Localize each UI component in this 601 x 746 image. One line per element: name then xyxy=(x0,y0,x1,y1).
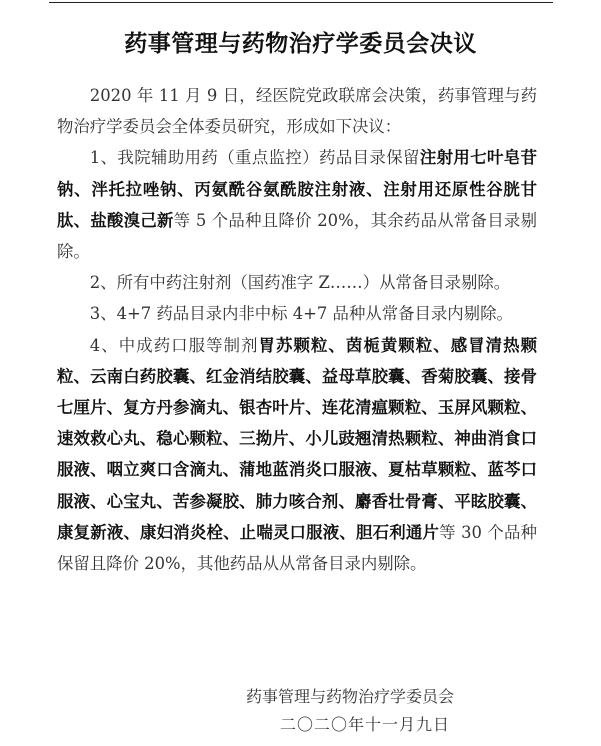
item-text: 2、所有中药注射剂（国药准字 Z……）从常备目录剔除。 xyxy=(89,273,511,293)
resolution-item-1 xyxy=(57,142,537,267)
signature-org: 药事管理与药物治疗学委员会 xyxy=(246,687,455,706)
resolution-item-3 xyxy=(57,298,537,329)
resolution-item-2 xyxy=(57,267,537,298)
drug-list: 胃苏颗粒、茵栀黄颗粒、感冒清热颗粒、云南白药胶囊、红金消结胶囊、益母草胶囊、香菊胶囊、接骨七厘片、复方丹参滴丸、银杏叶片、连花清瘟颗粒、玉屏风颗粒、速效救心丸、稳心颗粒、三拗片、小儿豉翘清热颗粒、神曲消食口服液、咽立爽口含滴丸、蒲地蓝消炎口服液、夏枯草颗粒、蓝芩口服液、心宝丸、苦参凝胶、肺力咳合剂、麝香壮骨膏、平眩胶囊、康复新液、康妇消炎栓、止喘灵口服液、胆石利通片 xyxy=(57,335,537,542)
top-rule xyxy=(49,2,553,3)
document-body xyxy=(57,80,537,579)
document-title: 药事管理与药物治疗学委员会决议 xyxy=(124,31,477,57)
intro-paragraph: 2020 年 11 月 9 日，经医院党政联席会决策，药事管理与药物治疗学委员会全体委员研究，形成如下决议： xyxy=(57,86,537,137)
item-text: 1、我院辅助用药（重点监控）药品目录保留 xyxy=(89,148,420,168)
resolution-item-4 xyxy=(57,330,537,580)
item-text: 等 30 个品种保留且降价 20%，其他药品从从常备目录内剔除。 xyxy=(57,522,538,574)
signature-date: 二〇二〇年十一月九日 xyxy=(280,715,451,734)
item-text: 3、4+7 药品目录内非中标 4+7 品种从常备目录内剔除。 xyxy=(89,304,513,324)
item-text: 4、中成药口服等制剂 xyxy=(89,335,259,355)
drug-list: 注射用七叶皂苷钠、泮托拉唑钠、丙氨酰谷氨酰胺注射液、注射用还原性谷胱甘肽、盐酸溴己新 xyxy=(57,148,537,230)
item-text: 等 5 个品种且降价 20%，其余药品从常备目录剔除。 xyxy=(57,210,537,262)
